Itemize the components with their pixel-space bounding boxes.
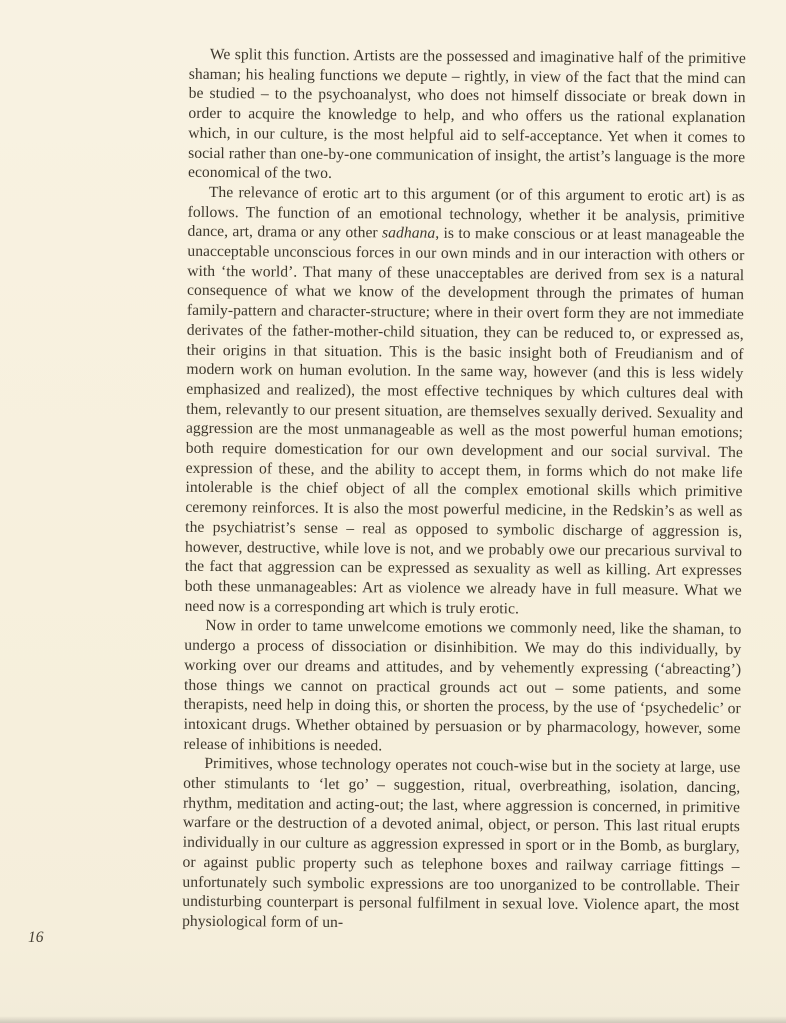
- text-run: , is to make conscious or at least manageable the unacceptable unconscious forces in our own minds and in our interaction with others or with ‘the world’. That many of these unacceptables are derived from sex is a natural consequence of what we know of the development through the primates of human family-pattern and character-structure; where in their overt form they are not immediate derivates of the father-mother-child situation, they can be reduced to, or expressed as, their origins in that situation. This is the basic insight both of Freudianism and of modern work on human evolution. In the same way, however (and this is less widely emphasized and realized), the most effective techniques by which cultures deal with them, relevantly to our present situation, are themselves sexually derived. Sexuality and aggression are the most unmanageable as well as the most powerful human emotions; both require domestication for our own development and our social survival. The expression of these, and the ability to accept them, in forms which do not make life intolerable is the chief object of all the complex emotional skills which primitive ceremony reinforces. It is also the most powerful medicine, in the Redskin’s as well as the psychiatrist’s sense – real as opposed to symbolic discharge of aggression is, however, destructive, while love is not, and we probably owe our precarious survival to the fact that aggression can be expressed as sexuality as well as killing. Art expresses both these unmanageables: Art as violence we already have in full measure. What we need now is a corresponding art which is truly erotic.: [184, 225, 745, 618]
- text-column: [182, 45, 746, 936]
- text-run: Primitives, whose technology operates not couch-wise but in the society at large, use other stimulants to ‘let go’ – suggestion, ritual, overbreathing, isolation, dancing, rhythm, meditation and acting-out; the last, where aggression is concerned, in primitive warfare or the destruction of a devoted animal, object, or person. This last ritual erupts individually in our culture as aggression expressed in sport or in the Bomb, as burglary, or against public property such as telephone boxes and railway carriage fittings – unfortunately such symbolic expressions are too unorganized to be controllable. Their undisturbing counterpart is personal fulfilment in sexual love. Violence apart, the most physiological form of un-: [182, 755, 741, 931]
- italic-text-run: sadhana: [381, 224, 436, 243]
- page-number: 16: [28, 929, 44, 946]
- text-run: Now in order to tame unwelcome emotions we commonly need, like the shaman, to undergo a process of dissociation or disinhibition. We may do this individually, by working over our dreams and attitudes, and by vehemently expressing (‘abreacting’) those things we cannot on practical grounds act out – some patients, and some therapists, need help in doing this, or shorten the process, by the use of ‘psychedelic’ or intoxicant drugs. Whether obtained by persuasion or by pharmacology, however, some release of inhibitions is needed.: [183, 617, 742, 754]
- text-run: We split this function. Artists are the possessed and imaginative half of the primitive shaman; his healing functions we depute – rightly, in view of the fact that the mind can be studied – to the psychoanalyst, who does not himself dissociate or break down in order to acquire the knowledge to help, and who offers us the rational explanation which, in our culture, is the most helpful aid to self-acceptance. Yet when it comes to social rather than one-by-one communication of insight, the artist’s language is the more economical of the two.: [187, 45, 746, 183]
- paragraph: [185, 183, 745, 621]
- paragraph: [188, 45, 746, 187]
- text-run: The relevance of erotic art to this argument (or of this argument to erotic art) is as follows. The function of an emotional technology, whether it be analysis, primitive dance, art, drama or any other: [187, 183, 745, 242]
- paragraph: [183, 616, 741, 758]
- paragraph: [182, 754, 740, 936]
